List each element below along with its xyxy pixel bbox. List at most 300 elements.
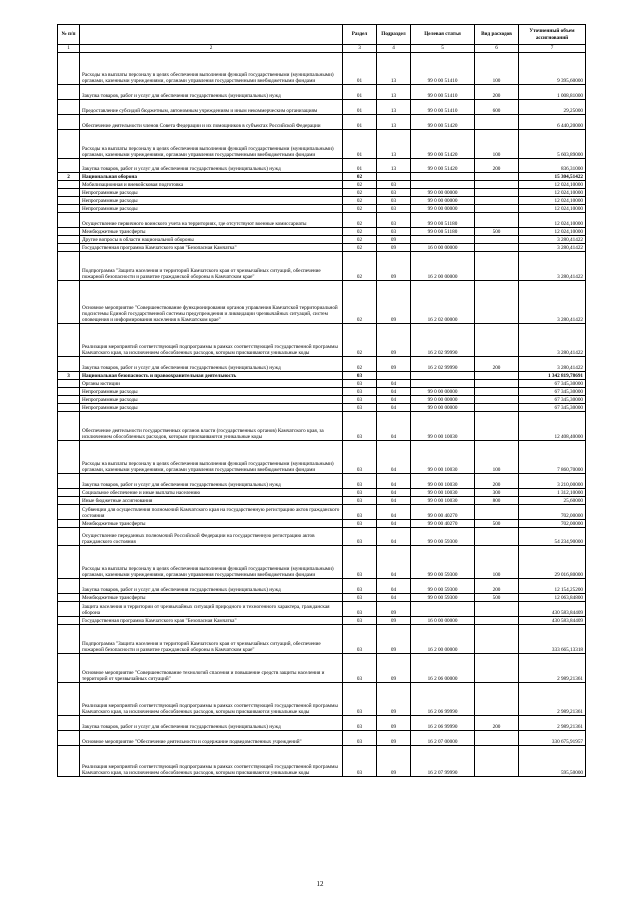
- row-expense-type: [475, 281, 519, 324]
- row-subsection: [377, 173, 411, 181]
- row-number: [58, 579, 80, 594]
- row-number: [58, 505, 80, 520]
- column-number-row: [58, 45, 586, 53]
- row-name: Закупка товаров, работ и услуг для обеспечения государственных (муниципальных) нужд: [80, 716, 343, 731]
- row-subsection: 04: [377, 579, 411, 594]
- row-section: 02: [343, 324, 377, 357]
- table-row: [58, 546, 586, 579]
- row-target-item: 99 0 00 51420: [411, 159, 475, 173]
- row-target-item: 99 0 00 51410: [411, 100, 475, 115]
- table-row: [58, 731, 586, 746]
- row-amount: 5 603,89000: [519, 130, 586, 159]
- row-expense-type: [475, 197, 519, 205]
- row-name: Расходы на выплаты персоналу в целях обеспечения выполнения функций государственными (муниципальными) органами, казенными учреждениями, органами управления государственными внебюджетными фондами: [80, 130, 343, 159]
- row-amount: 29,25000: [519, 100, 586, 115]
- row-number: [58, 53, 80, 85]
- row-target-item: 99 0 00 59300: [411, 579, 475, 594]
- row-name: Реализация мероприятий соответствующей подпрограммы в рамках соответствующей государственной программы Камчатского края, за исключением обособленных расходов, которым присваиваются уникальные коды: [80, 746, 343, 777]
- row-number: [58, 324, 80, 357]
- row-name: Защита населения и территории от чрезвычайных ситуаций природного и техногенного характера, гражданская оборона: [80, 602, 343, 617]
- row-amount: 3 280,41422: [519, 244, 586, 252]
- row-name: Обеспечение деятельности государственных органов власти (государственных органов) Камчатского края, за исключением обособленных расходов, которым присваиваются уникальные коды: [80, 412, 343, 441]
- row-amount: 3 280,41422: [519, 252, 586, 281]
- row-subsection: 04: [377, 505, 411, 520]
- table-row: [58, 602, 586, 617]
- row-expense-type: 200: [475, 474, 519, 489]
- row-target-item: 16 0 00 00000: [411, 244, 475, 252]
- row-section: 02: [343, 205, 377, 213]
- row-subsection: 04: [377, 594, 411, 602]
- row-section: 03: [343, 489, 377, 497]
- row-subsection: 04: [377, 412, 411, 441]
- row-number: [58, 189, 80, 197]
- row-subsection: 09: [377, 716, 411, 731]
- row-section: 02: [343, 173, 377, 181]
- row-name: Непрограммные расходы: [80, 189, 343, 197]
- row-name: Национальная оборона: [80, 173, 343, 181]
- page-number: 12: [316, 880, 324, 888]
- row-amount: 12 024,10000: [519, 189, 586, 197]
- table-row: [58, 53, 586, 85]
- row-expense-type: [475, 324, 519, 357]
- row-amount: 6 440,20000: [519, 115, 586, 130]
- row-target-item: [411, 181, 475, 189]
- row-target-item: 16 2 06 99990: [411, 683, 475, 716]
- row-subsection: 13: [377, 85, 411, 100]
- table-row: [58, 173, 586, 181]
- table-row: [58, 357, 586, 372]
- column-number: 3: [343, 45, 377, 53]
- table-row: [58, 528, 586, 546]
- row-section: 02: [343, 228, 377, 236]
- row-amount: 3 210,00000: [519, 474, 586, 489]
- row-subsection: 09: [377, 236, 411, 244]
- row-target-item: 99 0 00 10030: [411, 474, 475, 489]
- row-name: Мобилизационная и вневойсковая подготовка: [80, 181, 343, 189]
- row-subsection: 09: [377, 625, 411, 654]
- header-subsection: Подраздел: [377, 25, 411, 45]
- row-expense-type: [475, 505, 519, 520]
- row-expense-type: 200: [475, 159, 519, 173]
- row-section: 01: [343, 53, 377, 85]
- row-amount: 67 345,30000: [519, 396, 586, 404]
- row-name: Подпрограмма "Защита населения и территорий Камчатского края от чрезвычайных ситуаций, обеспечение пожарной безопасности и развитие гражданской обороны в Камчатском крае": [80, 252, 343, 281]
- row-section: 02: [343, 244, 377, 252]
- row-section: 03: [343, 404, 377, 412]
- row-name: Предоставление субсидий бюджетным, автономным учреждениям и иным некоммерческим организациям: [80, 100, 343, 115]
- table-row: [58, 85, 586, 100]
- row-subsection: 04: [377, 497, 411, 505]
- row-expense-type: 500: [475, 520, 519, 528]
- row-subsection: 04: [377, 546, 411, 579]
- row-subsection: 03: [377, 189, 411, 197]
- row-expense-type: [475, 372, 519, 380]
- row-number: [58, 159, 80, 173]
- row-name: Расходы на выплаты персоналу в целях обеспечения выполнения функций государственными (муниципальными) органами, казенными учреждениями, органами управления государственными внебюджетными фондами: [80, 546, 343, 579]
- table-row: [58, 716, 586, 731]
- row-expense-type: [475, 388, 519, 396]
- table-row: [58, 205, 586, 213]
- row-expense-type: [475, 528, 519, 546]
- table-row: [58, 412, 586, 441]
- row-target-item: 99 0 00 51180: [411, 213, 475, 228]
- row-section: 03: [343, 716, 377, 731]
- row-section: 03: [343, 546, 377, 579]
- row-subsection: 09: [377, 357, 411, 372]
- row-expense-type: [475, 602, 519, 617]
- row-number: [58, 441, 80, 474]
- row-target-item: 16 2 00 00000: [411, 625, 475, 654]
- row-subsection: 09: [377, 252, 411, 281]
- row-name: Непрограммные расходы: [80, 197, 343, 205]
- row-number: [58, 489, 80, 497]
- row-number: [58, 497, 80, 505]
- row-section: 02: [343, 357, 377, 372]
- row-name: Основное мероприятие "Совершенствование технологий спасения и повышение средств защиты населения и территорий от чрезвычайных ситуаций": [80, 654, 343, 683]
- row-amount: 2 989,21361: [519, 683, 586, 716]
- row-amount: 67 345,30000: [519, 404, 586, 412]
- row-subsection: 09: [377, 602, 411, 617]
- row-expense-type: [475, 205, 519, 213]
- row-name: Субвенции для осуществления полномочий Камчатского края на государственную регистрацию актов гражданского состояния: [80, 505, 343, 520]
- row-amount: 2 989,21361: [519, 654, 586, 683]
- table-body: [58, 53, 586, 777]
- row-amount: 836,31000: [519, 159, 586, 173]
- row-number: [58, 181, 80, 189]
- row-number: [58, 252, 80, 281]
- row-expense-type: 100: [475, 546, 519, 579]
- row-number: [58, 654, 80, 683]
- row-expense-type: 500: [475, 594, 519, 602]
- row-subsection: 09: [377, 244, 411, 252]
- row-number: [58, 546, 80, 579]
- column-number: 2: [80, 45, 343, 53]
- row-subsection: 04: [377, 474, 411, 489]
- row-number: [58, 731, 80, 746]
- row-expense-type: 200: [475, 85, 519, 100]
- row-amount: 330 675,91957: [519, 731, 586, 746]
- row-name: Расходы на выплаты персоналу в целях обеспечения выполнения функций государственными (муниципальными) органами, казенными учреждениями, органами управления государственными внебюджетными фондами: [80, 53, 343, 85]
- row-target-item: 16 2 02 99990: [411, 357, 475, 372]
- table-row: [58, 130, 586, 159]
- row-subsection: 13: [377, 100, 411, 115]
- row-name: Обеспечение деятельности членов Совета Федерации и их помощников в субъектах Российской Федерации: [80, 115, 343, 130]
- row-section: 03: [343, 683, 377, 716]
- row-section: 03: [343, 746, 377, 777]
- row-section: 03: [343, 528, 377, 546]
- row-subsection: 04: [377, 380, 411, 388]
- row-target-item: 99 0 00 51410: [411, 53, 475, 85]
- column-number: 4: [377, 45, 411, 53]
- row-expense-type: 300: [475, 489, 519, 497]
- row-name: Государственная программа Камчатского края "Безопасная Камчатка": [80, 617, 343, 625]
- row-target-item: 99 0 00 00000: [411, 197, 475, 205]
- row-name: Межбюджетные трансферты: [80, 594, 343, 602]
- row-target-item: 99 0 00 10030: [411, 489, 475, 497]
- row-expense-type: [475, 412, 519, 441]
- row-amount: 29 016,80000: [519, 546, 586, 579]
- budget-table: [57, 24, 586, 777]
- table-row: [58, 654, 586, 683]
- row-target-item: 16 2 06 99990: [411, 716, 475, 731]
- row-number: [58, 396, 80, 404]
- row-expense-type: 100: [475, 130, 519, 159]
- row-section: 03: [343, 625, 377, 654]
- row-subsection: 13: [377, 115, 411, 130]
- row-name: Непрограммные расходы: [80, 404, 343, 412]
- row-number: [58, 412, 80, 441]
- table-row: [58, 372, 586, 380]
- row-number: [58, 244, 80, 252]
- row-name: Реализация мероприятий соответствующей подпрограммы в рамках соответствующей государственной программы Камчатского края, за исключением обособленных расходов, которым присваиваются уникальные коды: [80, 683, 343, 716]
- table-row: [58, 324, 586, 357]
- table-row: [58, 281, 586, 324]
- row-amount: 702,00000: [519, 520, 586, 528]
- row-subsection: 04: [377, 489, 411, 497]
- row-amount: 1 342 819,78691: [519, 372, 586, 380]
- row-target-item: 99 0 00 00000: [411, 189, 475, 197]
- table-row: [58, 625, 586, 654]
- row-subsection: 09: [377, 746, 411, 777]
- row-target-item: 99 0 00 51410: [411, 85, 475, 100]
- row-expense-type: [475, 731, 519, 746]
- row-number: 3: [58, 372, 80, 380]
- row-subsection: 03: [377, 197, 411, 205]
- row-name: Осуществление первичного воинского учета на территориях, где отсутствуют военные комиссариаты: [80, 213, 343, 228]
- row-subsection: [377, 372, 411, 380]
- row-section: 03: [343, 474, 377, 489]
- row-section: 03: [343, 602, 377, 617]
- row-number: [58, 617, 80, 625]
- row-name: Основное мероприятие "Совершенствование функционирования органов управления Камчатской территориальной подсистемы Единой государственной системы предупреждения и ликвидации чрезвычайных ситуаций, систем оповещения и информирования населения в Камчатском крае": [80, 281, 343, 324]
- row-section: 03: [343, 396, 377, 404]
- row-amount: 12 408,40000: [519, 412, 586, 441]
- row-section: 03: [343, 412, 377, 441]
- row-expense-type: [475, 115, 519, 130]
- row-amount: 54 234,90000: [519, 528, 586, 546]
- row-number: [58, 404, 80, 412]
- table-row: [58, 505, 586, 520]
- row-amount: 3 280,41422: [519, 281, 586, 324]
- row-subsection: 09: [377, 731, 411, 746]
- row-amount: 430 583,84409: [519, 602, 586, 617]
- row-target-item: 16 2 02 99990: [411, 324, 475, 357]
- row-section: 02: [343, 189, 377, 197]
- row-section: 03: [343, 731, 377, 746]
- row-name: Непрограммные расходы: [80, 396, 343, 404]
- row-target-item: 99 0 00 59300: [411, 546, 475, 579]
- row-section: 03: [343, 654, 377, 683]
- row-amount: 25,60000: [519, 497, 586, 505]
- row-expense-type: [475, 236, 519, 244]
- table-row: [58, 228, 586, 236]
- row-subsection: 04: [377, 396, 411, 404]
- row-number: [58, 528, 80, 546]
- row-target-item: 99 0 00 40270: [411, 520, 475, 528]
- row-name: Закупка товаров, работ и услуг для обеспечения государственных (муниципальных) нужд: [80, 85, 343, 100]
- row-target-item: 99 0 00 00000: [411, 388, 475, 396]
- row-target-item: 99 0 00 00000: [411, 205, 475, 213]
- row-target-item: 99 0 00 40270: [411, 505, 475, 520]
- table-header: [58, 25, 586, 53]
- row-target-item: 99 0 00 51180: [411, 228, 475, 236]
- row-name: Закупка товаров, работ и услуг для обеспечения государственных (муниципальных) нужд: [80, 159, 343, 173]
- row-expense-type: [475, 213, 519, 228]
- header-number: № п/п: [58, 25, 80, 45]
- row-section: 01: [343, 130, 377, 159]
- row-subsection: 04: [377, 404, 411, 412]
- row-subsection: 09: [377, 654, 411, 683]
- row-amount: 12 024,10000: [519, 228, 586, 236]
- row-amount: 12 063,84800: [519, 594, 586, 602]
- row-section: 03: [343, 594, 377, 602]
- row-expense-type: [475, 746, 519, 777]
- row-name: Реализация мероприятий соответствующей подпрограммы в рамках соответствующей государственной программы Камчатского края, за исключением обособленных расходов, которым присваиваются уникальные коды: [80, 324, 343, 357]
- row-expense-type: 800: [475, 497, 519, 505]
- row-name: Основное мероприятие "Обеспечение деятельности и содержание подведомственных учреждений": [80, 731, 343, 746]
- row-section: 03: [343, 617, 377, 625]
- row-name: Органы юстиции: [80, 380, 343, 388]
- row-number: [58, 357, 80, 372]
- table-row: [58, 683, 586, 716]
- row-name: Государственная программа Камчатского края "Безопасная Камчатка": [80, 244, 343, 252]
- table-row: [58, 594, 586, 602]
- table-row: [58, 115, 586, 130]
- row-section: 03: [343, 388, 377, 396]
- row-subsection: 03: [377, 181, 411, 189]
- row-amount: 12 024,10000: [519, 181, 586, 189]
- row-number: [58, 716, 80, 731]
- row-section: 03: [343, 579, 377, 594]
- row-amount: 1 312,10000: [519, 489, 586, 497]
- row-target-item: [411, 173, 475, 181]
- table-row: [58, 213, 586, 228]
- row-name: Иные бюджетные ассигнования: [80, 497, 343, 505]
- row-target-item: 16 2 00 00000: [411, 252, 475, 281]
- row-number: [58, 594, 80, 602]
- row-target-item: 99 0 00 59300: [411, 594, 475, 602]
- row-number: [58, 683, 80, 716]
- row-subsection: 03: [377, 228, 411, 236]
- row-name: Другие вопросы в области национальной обороны: [80, 236, 343, 244]
- row-expense-type: 200: [475, 357, 519, 372]
- row-number: [58, 520, 80, 528]
- row-subsection: 04: [377, 441, 411, 474]
- row-section: 03: [343, 441, 377, 474]
- row-expense-type: [475, 654, 519, 683]
- row-subsection: 04: [377, 528, 411, 546]
- row-number: [58, 474, 80, 489]
- row-number: [58, 197, 80, 205]
- row-number: [58, 130, 80, 159]
- row-section: 03: [343, 380, 377, 388]
- row-subsection: 04: [377, 388, 411, 396]
- row-target-item: 16 2 02 00000: [411, 281, 475, 324]
- row-subsection: 03: [377, 205, 411, 213]
- table-row: [58, 396, 586, 404]
- column-number: 1: [58, 45, 80, 53]
- row-number: [58, 625, 80, 654]
- row-target-item: [411, 602, 475, 617]
- row-amount: 15 304,51422: [519, 173, 586, 181]
- row-number: [58, 100, 80, 115]
- table-row: [58, 380, 586, 388]
- row-number: [58, 228, 80, 236]
- row-amount: 12 154,25200: [519, 579, 586, 594]
- row-name: Межбюджетные трансферты: [80, 520, 343, 528]
- row-number: [58, 205, 80, 213]
- row-section: 01: [343, 159, 377, 173]
- row-expense-type: 600: [475, 100, 519, 115]
- header-target-item: Целевая статья: [411, 25, 475, 45]
- row-expense-type: 200: [475, 579, 519, 594]
- row-amount: 12 024,10000: [519, 205, 586, 213]
- table-row: [58, 197, 586, 205]
- row-expense-type: [475, 173, 519, 181]
- row-subsection: 09: [377, 683, 411, 716]
- row-expense-type: [475, 181, 519, 189]
- row-target-item: 99 0 00 10030: [411, 441, 475, 474]
- row-section: 02: [343, 236, 377, 244]
- row-name: Расходы на выплаты персоналу в целях обеспечения выполнения функций государственными (муниципальными) органами, казенными учреждениями, органами управления государственными внебюджетными фондами: [80, 441, 343, 474]
- row-target-item: 99 0 00 00000: [411, 404, 475, 412]
- row-section: 03: [343, 520, 377, 528]
- row-section: 02: [343, 197, 377, 205]
- table-row: [58, 404, 586, 412]
- table-row: [58, 159, 586, 173]
- row-amount: 67 345,30000: [519, 380, 586, 388]
- row-subsection: 13: [377, 130, 411, 159]
- row-name: Закупка товаров, работ и услуг для обеспечения государственных (муниципальных) нужд: [80, 579, 343, 594]
- row-name: Закупка товаров, работ и услуг для обеспечения государственных (муниципальных) нужд: [80, 474, 343, 489]
- row-expense-type: [475, 625, 519, 654]
- row-amount: 67 345,30000: [519, 388, 586, 396]
- row-number: [58, 213, 80, 228]
- table-row: [58, 746, 586, 777]
- row-target-item: 99 0 00 10030: [411, 412, 475, 441]
- row-amount: 12 024,10000: [519, 213, 586, 228]
- row-amount: 430 583,84409: [519, 617, 586, 625]
- row-target-item: [411, 236, 475, 244]
- table-row: [58, 252, 586, 281]
- row-name: Осуществление переданных полномочий Российской Федерации на государственную регистрацию актов гражданского состояния: [80, 528, 343, 546]
- row-section: 02: [343, 181, 377, 189]
- row-section: 03: [343, 372, 377, 380]
- row-number: [58, 85, 80, 100]
- row-amount: 2 989,21361: [519, 716, 586, 731]
- row-target-item: 99 0 00 10030: [411, 497, 475, 505]
- row-number: [58, 380, 80, 388]
- row-target-item: [411, 380, 475, 388]
- table-row: [58, 617, 586, 625]
- row-expense-type: [475, 617, 519, 625]
- row-target-item: 16 2 07 00000: [411, 731, 475, 746]
- row-name: Подпрограмма "Защита населения и территорий Камчатского края от чрезвычайных ситуаций, обеспечение пожарной безопасности и развитие гражданской обороны в Камчатском крае": [80, 625, 343, 654]
- row-target-item: 99 0 00 51420: [411, 115, 475, 130]
- row-subsection: 09: [377, 324, 411, 357]
- table-row: [58, 520, 586, 528]
- header-amount: Уточненный объем ассигнований: [519, 25, 586, 45]
- row-section: 03: [343, 505, 377, 520]
- row-name: Национальная безопасность и правоохранительная деятельность: [80, 372, 343, 380]
- row-number: [58, 602, 80, 617]
- row-section: 03: [343, 497, 377, 505]
- row-section: 01: [343, 85, 377, 100]
- row-number: 2: [58, 173, 80, 181]
- header-section: Раздел: [343, 25, 377, 45]
- row-name: Межбюджетные трансферты: [80, 228, 343, 236]
- row-number: [58, 115, 80, 130]
